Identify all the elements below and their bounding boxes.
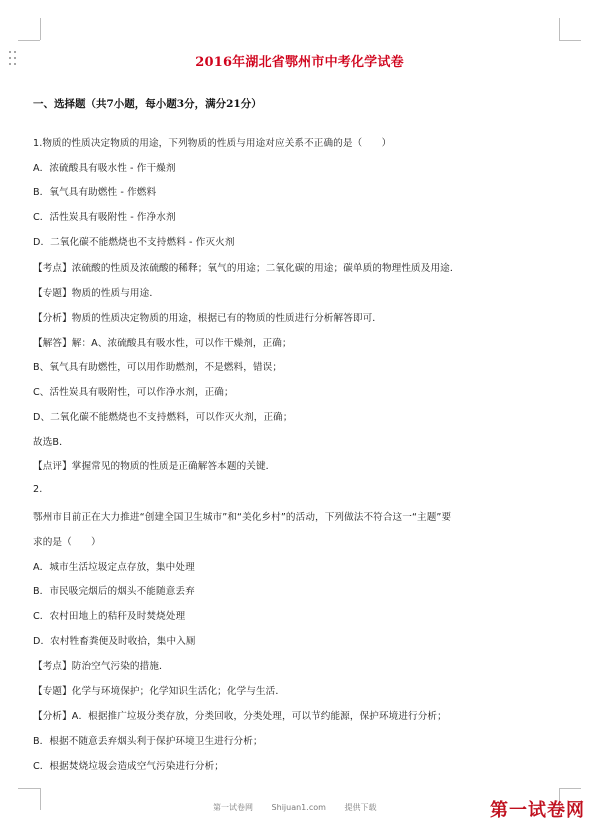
crop-mark-bottom-left-v	[40, 788, 41, 810]
body-line: D．二氧化碳不能燃烧也不支持燃料 - 作灭火剂	[33, 237, 235, 248]
body-line: 【解答】解：A、浓硫酸具有吸水性，可以作干燥剂，正确；	[33, 338, 292, 349]
body-line: 求的是（ ）	[33, 537, 101, 548]
body-line: D．农村牲畜粪便及时收拾，集中入厕	[33, 636, 196, 647]
body-line: A．城市生活垃圾定点存放，集中处理	[33, 562, 195, 573]
body-line: 【分析】A．根据推广垃圾分类存放，分类回收，分类处理，可以节约能源，保护环境进行分析；	[33, 711, 447, 722]
body-line: 鄂州市目前正在大力推进“创建全国卫生城市”和“美化乡村”的活动，下列做法不符合这一“主题”要	[33, 512, 452, 523]
crop-mark-top-left-h	[18, 40, 40, 41]
body-line: D、二氧化碳不能燃烧也不支持燃料，可以作灭火剂，正确；	[33, 412, 293, 423]
site-logo[interactable]: 第一试卷网	[490, 800, 585, 821]
body-line: 【分析】物质的性质决定物质的用途，根据已有的物质的性质进行分析解答即可．	[33, 313, 382, 324]
section-heading: 一、选择题（共7小题，每小题3分，满分21分）	[33, 98, 262, 110]
body-line: B．氧气具有助燃性 - 作燃料	[33, 187, 157, 198]
crop-mark-top-left-v	[40, 18, 41, 40]
crop-mark-top-right-h	[559, 40, 581, 41]
body-line: C．根据焚烧垃圾会造成空气污染进行分析；	[33, 761, 224, 772]
body-line: 1.物质的性质决定物质的用途，下列物质的性质与用途对应关系不正确的是（ ）	[33, 138, 392, 149]
document-title: 2016年湖北省鄂州市中考化学试卷	[195, 55, 404, 70]
body-line: 【点评】掌握常见的物质的性质是正确解答本题的关键．	[33, 461, 276, 472]
body-line: 【专题】化学与环境保护；化学知识生活化；化学与生活．	[33, 686, 286, 697]
body-line: 【考点】浓硫酸的性质及浓硫酸的稀释；氧气的用途；二氧化碳的用途；碳单质的物理性质及用途．	[33, 263, 460, 274]
body-line: 2.	[33, 484, 43, 495]
crop-mark-bottom-left-h	[18, 788, 40, 789]
body-line: 故选B．	[33, 437, 69, 448]
footer-download-text: 提供下载	[344, 803, 377, 812]
crop-mark-top-right-v	[559, 18, 560, 40]
body-line: B、氧气具有助燃性，可以用作助燃剂，不是燃料，错误；	[33, 362, 283, 373]
body-line: 【考点】防治空气污染的措施．	[33, 661, 169, 672]
body-line: C．活性炭具有吸附性 - 作净水剂	[33, 212, 176, 223]
body-line: B．市民吸完烟后的烟头不能随意丢弃	[33, 586, 195, 597]
body-line: A．浓硫酸具有吸水性 - 作干燥剂	[33, 163, 176, 174]
body-line: B．根据不随意丢弃烟头利于保护环境卫生进行分析；	[33, 736, 263, 747]
crop-mark-bottom-right-h	[559, 788, 581, 789]
footer-site-name[interactable]: 第一试卷网	[213, 803, 253, 812]
footer-site-url[interactable]: Shijuan1.com	[271, 803, 326, 812]
page-footer	[213, 802, 392, 813]
body-line: C．农村田地上的秸秆及时焚烧处理	[33, 611, 186, 622]
body-line: 【专题】物质的性质与用途．	[33, 288, 160, 299]
body-line: C、活性炭具有吸附性，可以作净水剂，正确；	[33, 387, 234, 398]
